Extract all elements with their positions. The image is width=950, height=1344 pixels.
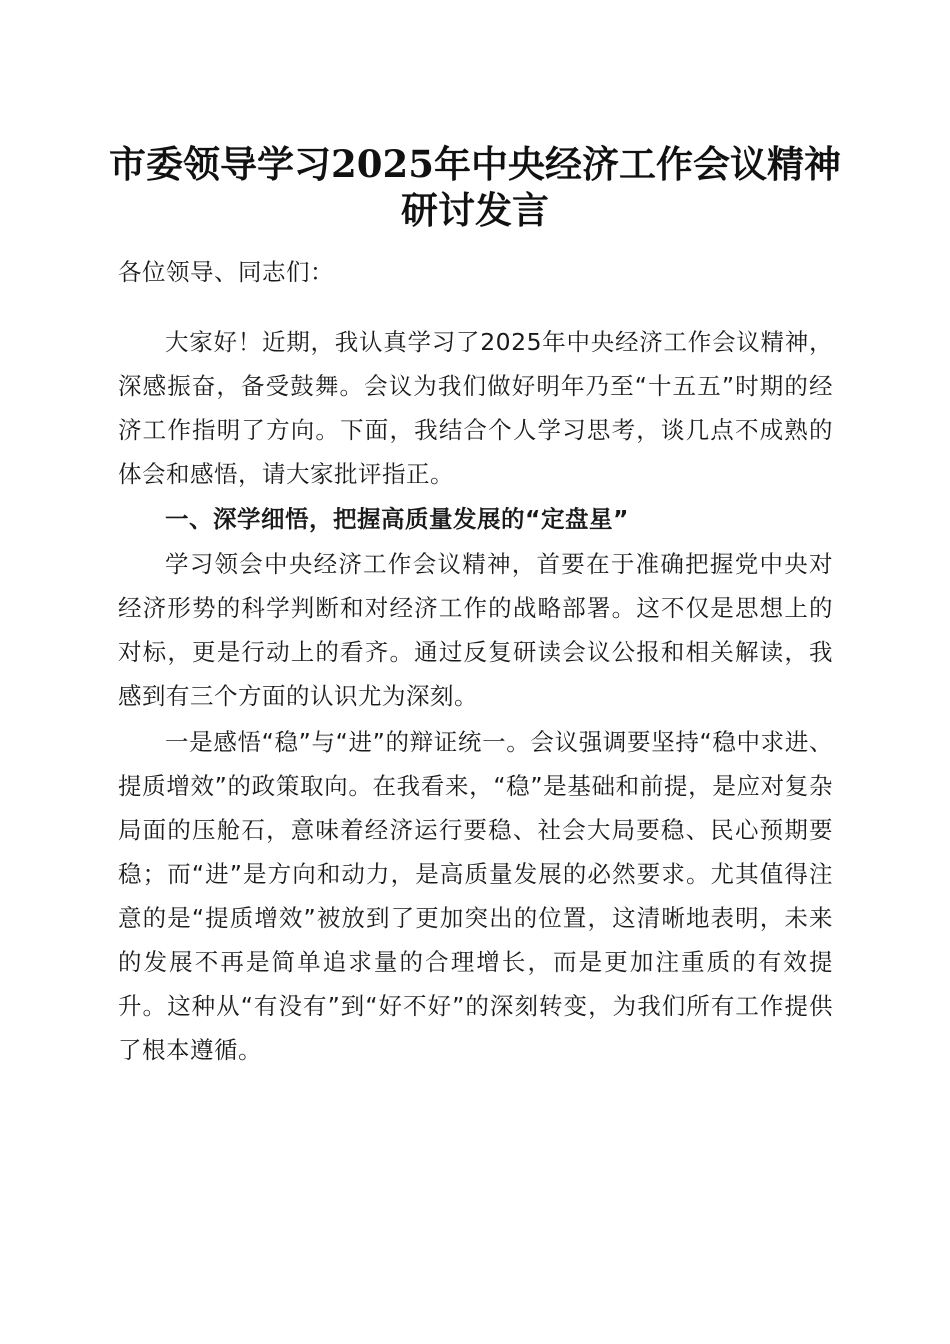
document-title-line-1: 市委领导学习2025年中央经济工作会议精神 bbox=[109, 142, 841, 186]
paragraph-intro: 大家好！近期，我认真学习了2025年中央经济工作会议精神，深感振奋，备受鼓舞。会议为我们做好明年乃至“十五五”时期的经济工作指明了方向。下面，我结合个人学习思考，谈几点不成熟的体会和感悟，请大家批评指正。 bbox=[118, 328, 833, 488]
greeting: 各位领导、同志们： bbox=[118, 258, 334, 286]
document-title-line-2: 研讨发言 bbox=[401, 188, 549, 232]
paragraph-point-1 bbox=[118, 720, 833, 1072]
section-heading-1: 一、深学细悟，把握高质量发展的“定盘星” bbox=[165, 505, 629, 533]
point-1-lead: 一是感悟“稳”与“进”的辩证统一。 bbox=[165, 728, 531, 756]
paragraph-section-1: 学习领会中央经济工作会议精神，首要在于准确把握党中央对经济形势的科学判断和对经济工作的战略部署。这不仅是思想上的对标，更是行动上的看齐。通过反复研读会议公报和相关解读，我感到有三个方面的认识尤为深刻。 bbox=[118, 550, 833, 710]
point-1-body: 会议强调要坚持“稳中求进、提质增效”的政策取向。在我看来，“稳”是基础和前提，是应对复杂局面的压舱石，意味着经济运行要稳、社会大局要稳、民心预期要稳；而“进”是方向和动力，是高质量发展的必然要求。尤其值得注意的是“提质增效”被放到了更加突出的位置，这清晰地表明，未来的发展不再是简单追求量的合理增长，而是更加注重质的有效提升。这种从“有没有”到“好不好”的深刻转变，为我们所有工作提供了根本遵循。 bbox=[118, 728, 833, 1064]
